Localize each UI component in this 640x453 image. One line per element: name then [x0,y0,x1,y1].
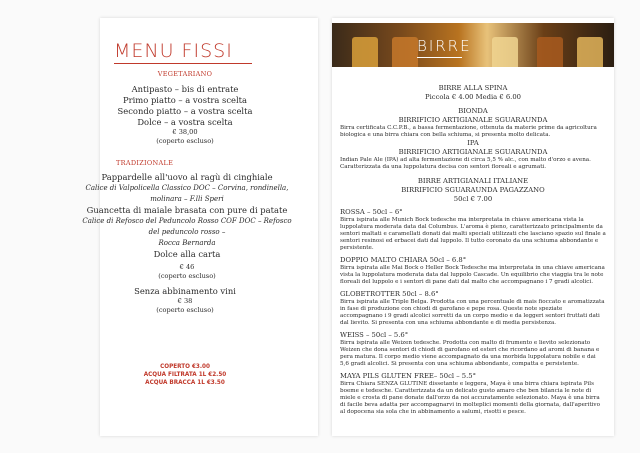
extra-item: ACQUA FILTRATA 1L €2.50 [143,372,227,378]
menu-line: Dolce – a vostra scelta [137,117,233,127]
beer-name: GLOBETROTTER 50cl – 8.6° [340,290,439,298]
price-note: (coperto escluso) [156,306,214,314]
beer-name: DOPPIO MALTO CHIARA 50cl – 6.8° [340,256,467,264]
extras-section [90,363,280,387]
beer-name: MAYA PILS GLUTEN FREE– 50cl – 5.5° [340,372,476,380]
wine-pairing: Calice di Refosco del Peduncolo Rosso COF DOC – Refosco del peduncolo rosso – [82,217,292,236]
beer-name: ROSSA – 50cl – 6° [340,208,403,216]
price-note: (coperto escluso) [158,272,216,280]
beer-glass-icon [537,37,563,67]
section-heading: BIRRE ARTIGIANALI ITALIANE [417,177,529,185]
beer-banner-image [332,23,614,67]
price: € 38,00 [172,128,198,136]
page-title: BIRRE [417,37,472,55]
title-divider [114,63,252,64]
wine-pairing: Calice di Valpolicella Classico DOC – Corvina, rondinella, molinara – F.lli Speri [85,184,289,203]
beer-glass-icon [352,37,378,67]
no-wine-section [90,286,280,315]
beer-page [332,18,614,436]
beer-type: BIONDA [458,107,488,115]
beer-description: Birra ispirata alle Mai Bock o Heller Bock Tedesche ma interpretata in una chiave americana vista la luppolatura moderata data dal luppolo Cascade. Un equilibrio che viaggia tra le note floreali del luppolo e i sentori di pane dati dal malto che accompagnano i 7 gradi alcolici. [340,265,605,285]
menu-line: Senza abbinamento vini [134,286,236,296]
beer-glass-icon [392,37,418,67]
section-heading: BIRRE ALLA SPINA [438,84,508,92]
beer-content [340,84,606,416]
section-heading: VEGETARIANO [157,70,213,78]
price: 50cl € 7.00 [453,195,493,203]
title-divider [417,57,462,58]
wine-pairing: Rocca Bernarda [158,239,216,247]
extra-item: ACQUA BRACCA 1L €3.50 [145,380,225,386]
beer-description: Birra ispirata alle Triple Belga. Prodotta con una percentuale di mais fioccato e aromatizzata in fase di produzione con chiodi di garofano e pepe rosa. Queste note speziate accompagnano i 9 gradi alcolici sorretti da un corpo medio e da leggeri sentori fruttati dati dal lievito. Si presenta con una schiuma abbondante e di media persistenza. [340,299,605,326]
menu-line: Secondo piatto – a vostra scelta [117,106,253,116]
beer-glass-icon [577,37,603,67]
beer-description: Birra ispirata alle Munich Bock tedesche ma interpretata in chiave americana vista la luppolatura moderata data dal Columbus. L'aroma è pieno, caratterizzato principalmente da sentori maltati e caramellati donati dai malti speciali utilizzati che lasciano spazio sul finale a sentori resinosi ed erbacei dati dal luppolo. Il tutto coronato da una schiuma abbondante e persistente. [340,217,606,251]
price-note: (coperto escluso) [156,137,214,145]
beer-description: Birra Chiara SENZA GLUTINE dissetante e leggera, Maya è una birra chiara ispirata Pils boeme e tedesche. Caratterizzata da un delicato gusto amaro che ben bilancia le note di miele e crosta di pane donate dall'orzo da noi accuratamente selezionato. Maya è una birra di facile beva adatta per accompagnarvi in molteplici momenti della giornata, dall'aperitivo al dopocena sia sola che in abbinamento a salumi, risotti e pesce. [340,381,600,415]
menu-line: Antipasto – bis di entrate [131,84,239,94]
beer-name: WEISS – 50cl – 5.6° [340,331,409,339]
dish: Guancetta di maiale brasata con pure di patate [86,205,288,215]
beer-glass-icon [492,37,518,67]
brewery: BIRRIFICIO ARTIGIANALE SGUARAUNDA [398,148,548,156]
beer-description: Birra certificata C.C.P.B., a bassa fermentazione, ottenuta da materie prime da agricoltura biologica e una birra chiara con bella schiuma, si presenta molto delicata. [340,125,597,138]
traditional-section [80,159,294,281]
page-title: MENU FISSI [114,40,233,62]
menu-fissi-page [82,18,318,436]
menu-line: Primo piatto – a vostra scelta [122,95,247,105]
beer-description: Indian Pale Ale (IPA) ad alta fermentazione di circa 5,5 % alc., con malto d'orzo e avena. Caratterizzata da una luppolatura decisa con sentori floreali e agrumati. [340,157,591,170]
beer-description: Birra ispirata alle Weizen tedesche. Prodotta con malto di frumento e lievito selezionato Weizen che dona sentori di chiodi di garofano ed esteri che ricordano ad aromi di banana e pera matura. Il corpo medio viene accompagnato da una morbida luppolatura nobile e dai 5,6 gradi alcolici. Si presenta con una schiuma abbondante, compatta e persistente. [340,340,600,367]
dessert: Dolce alla carta [153,249,221,259]
price: Piccola € 4.00 Media € 6.00 [425,93,521,101]
brewery: BIRRIFICIO ARTIGIANALE SGUARAUNDA [398,116,548,124]
price: € 46 [179,263,195,271]
price: € 38 [177,297,193,305]
dish: Pappardelle all'uovo al ragù di cinghiale [101,172,273,182]
beer-type: IPA [467,139,479,147]
section-heading: TRADIZIONALE [116,159,174,167]
brewery: BIRRIFICIO SGUARAUNDA PAGAZZANO [401,186,545,194]
extra-item: COPERTO €3.00 [160,364,210,370]
vegetarian-section [100,70,270,146]
